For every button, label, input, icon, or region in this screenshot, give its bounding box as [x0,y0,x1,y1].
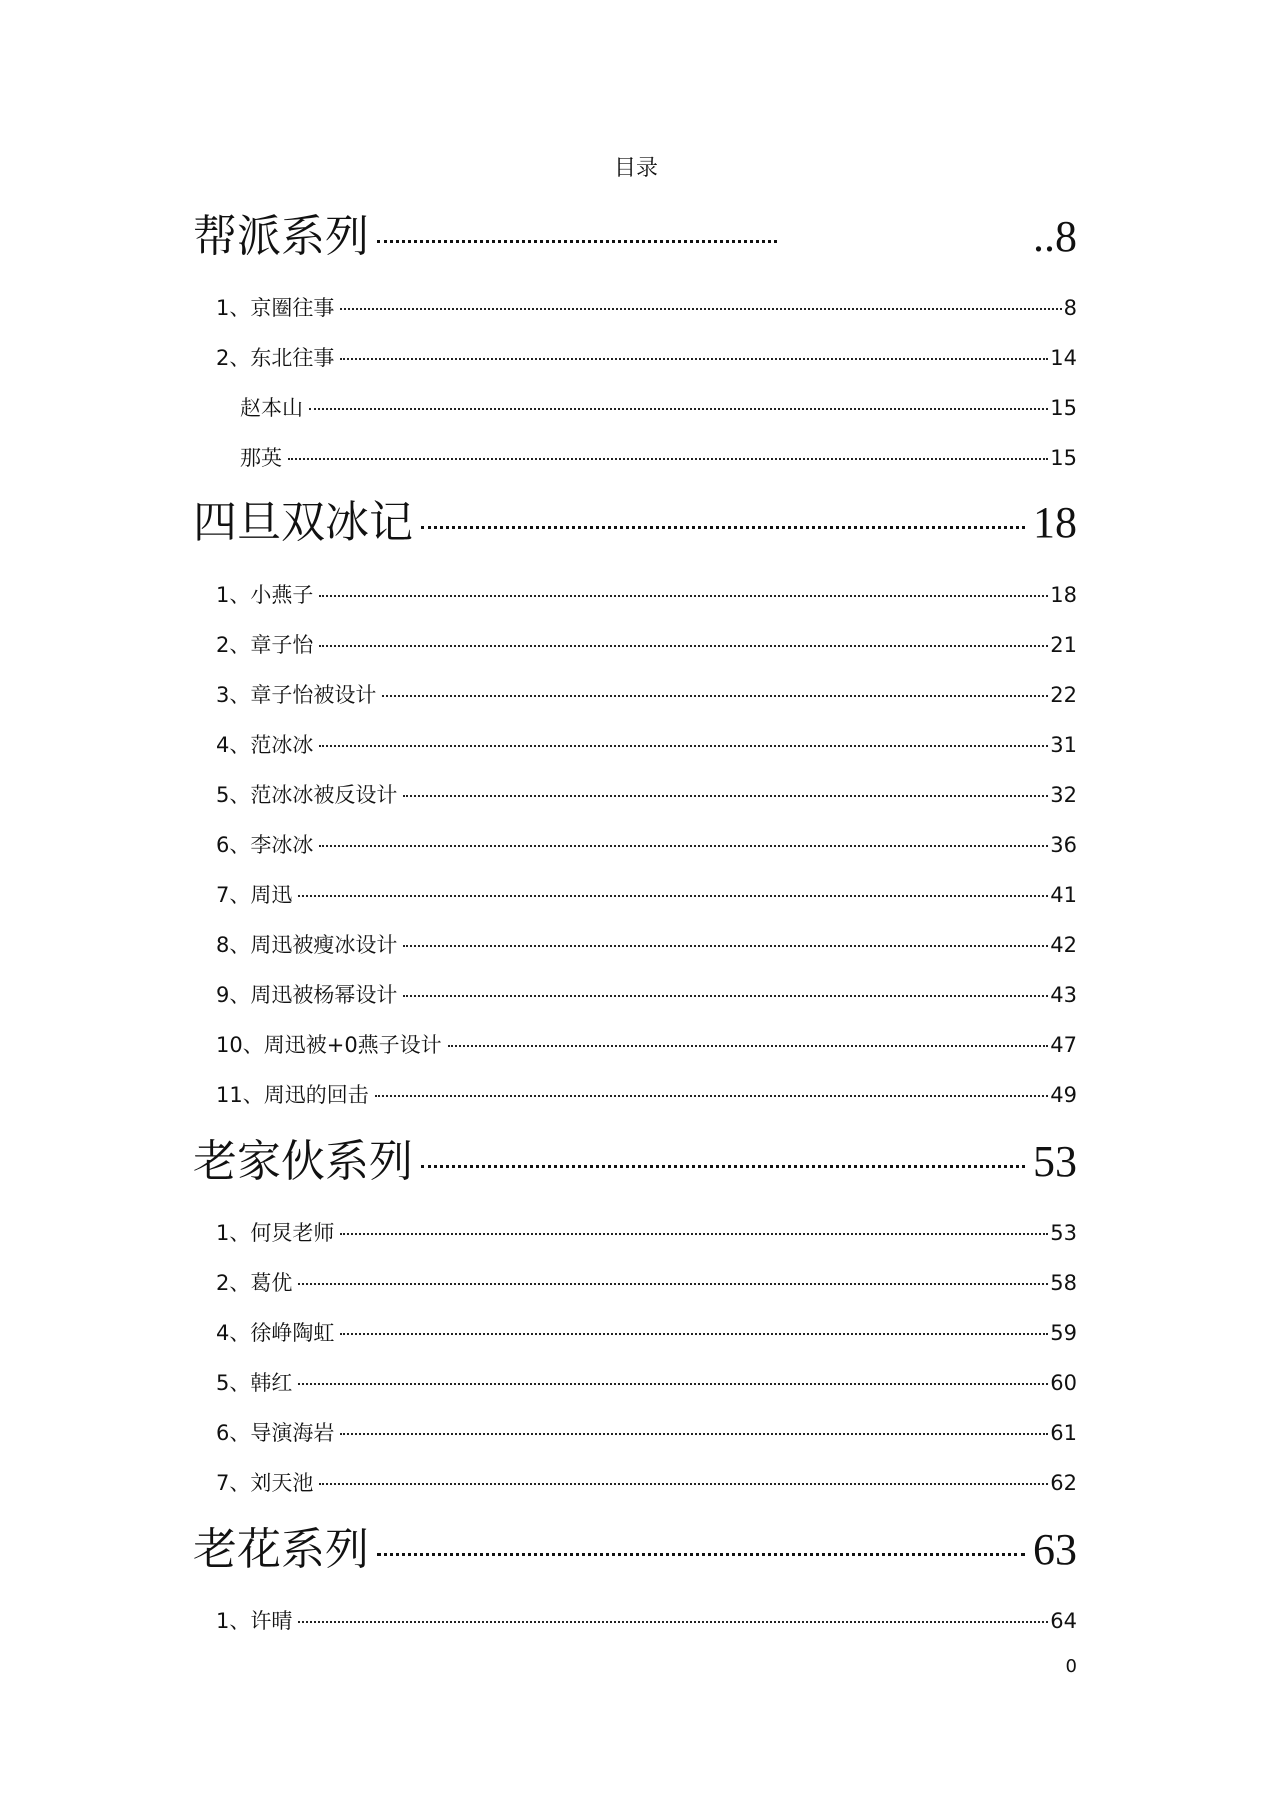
toc-page-number: 63 [1033,1525,1077,1574]
toc-entry-label: 1、小燕子 [216,583,314,607]
toc-entry-label: 7、周迅 [216,883,293,907]
toc-entry-label: 6、李冰冰 [216,833,314,857]
toc-page-number: 59 [1050,1321,1077,1345]
toc-page-number: 61 [1050,1421,1077,1445]
toc-entry-label: 5、范冰冰被反设计 [216,783,398,807]
toc-entry[interactable] [216,1268,1077,1298]
toc-entry-label: 4、范冰冰 [216,733,314,757]
toc-entry-label: 1、何炅老师 [216,1221,335,1245]
toc-entry-label: 1、许晴 [216,1609,293,1633]
toc-entry[interactable] [216,1318,1077,1348]
toc-entry-label: 9、周迅被杨幂设计 [216,983,398,1007]
toc-page-number: ..8 [1033,212,1077,261]
toc-entry-label: 11、周迅的回击 [216,1083,369,1107]
toc-entry-label: 5、韩红 [216,1371,293,1395]
toc-page-number: 47 [1050,1033,1077,1057]
toc-page-number: 53 [1050,1221,1077,1245]
toc-entry-label: 1、京圈往事 [216,296,335,320]
toc-page-number: 15 [1050,446,1077,470]
toc-entry[interactable] [216,880,1077,910]
toc-page-number: 60 [1050,1371,1077,1395]
dot-leader [377,240,777,243]
toc-page-number: 43 [1050,983,1077,1007]
dot-leader [421,1165,1025,1168]
dot-leader [319,595,1048,597]
toc-entry[interactable] [216,780,1077,810]
toc-entry[interactable] [216,830,1077,860]
toc-entry-label: 10、周迅被+0燕子设计 [216,1033,442,1057]
dot-leader [298,1621,1048,1623]
toc-entry[interactable] [216,1030,1077,1060]
toc-entry-label: 8、周迅被瘦冰设计 [216,933,398,957]
dot-leader [448,1045,1049,1047]
toc-page-number: 53 [1033,1137,1077,1186]
dot-leader [403,995,1048,997]
toc-entry[interactable] [216,580,1077,610]
dot-leader [382,695,1048,697]
toc-entry-label: 那英 [240,446,282,470]
toc-entry[interactable] [216,1606,1077,1636]
toc-section-entry[interactable] [193,1130,1077,1194]
toc-page-number: 8 [1063,296,1077,320]
dot-leader [375,1095,1049,1097]
toc-entry[interactable] [216,1218,1077,1248]
dot-leader [309,408,1048,410]
toc-entry[interactable] [216,730,1077,760]
toc-section-label: 老花系列 [193,1524,369,1575]
dot-leader [288,458,1048,460]
toc-page-number: 62 [1050,1471,1077,1495]
toc-entry[interactable] [216,1368,1077,1398]
toc-page-number: 15 [1050,396,1077,420]
toc-section-entry[interactable] [193,491,1077,555]
toc-section-label: 老家伙系列 [193,1136,413,1187]
toc-sub-entry[interactable] [240,443,1077,473]
dot-leader [403,945,1048,947]
toc-entry[interactable] [216,1080,1077,1110]
toc-entry[interactable] [216,1418,1077,1448]
dot-leader [298,895,1048,897]
toc-page-number: 31 [1050,733,1077,757]
dot-leader [319,1483,1048,1485]
dot-leader [377,1553,1025,1556]
toc-entry[interactable] [216,343,1077,373]
dot-leader [298,1383,1048,1385]
toc-entry-label: 7、刘天池 [216,1471,314,1495]
footer-page-number: 0 [1065,1656,1077,1677]
toc-page-number: 18 [1033,498,1077,547]
toc-entry-label: 2、东北往事 [216,346,335,370]
dot-leader [319,845,1048,847]
toc-page-number: 14 [1050,346,1077,370]
dot-leader [421,526,1025,529]
toc-entry-label: 赵本山 [240,396,303,420]
dot-leader [403,795,1048,797]
toc-page-number: 49 [1050,1083,1077,1107]
toc-section-entry[interactable] [193,205,1077,269]
toc-entry-label: 6、导演海岩 [216,1421,335,1445]
toc-page-number: 42 [1050,933,1077,957]
toc-sub-entry[interactable] [240,393,1077,423]
dot-leader [319,745,1048,747]
toc-entry[interactable] [216,980,1077,1010]
page-title: 目录 [613,156,658,181]
dot-leader [340,1333,1048,1335]
toc-entry[interactable] [216,293,1077,323]
toc-entry-label: 2、葛优 [216,1271,293,1295]
toc-entry-label: 2、章子怡 [216,633,314,657]
toc-section-label: 帮派系列 [193,211,369,262]
toc-page-number: 22 [1050,683,1077,707]
toc-section-label: 四旦双冰记 [193,497,413,548]
toc-page-number: 21 [1050,633,1077,657]
dot-leader [298,1283,1048,1285]
dot-leader [340,1233,1048,1235]
toc-page-number: 18 [1050,583,1077,607]
toc-page-number: 64 [1050,1609,1077,1633]
dot-leader [340,1433,1048,1435]
toc-page-number: 32 [1050,783,1077,807]
dot-leader [319,645,1048,647]
toc-entry-label: 4、徐峥陶虹 [216,1321,335,1345]
dot-leader [340,358,1048,360]
toc-page-number: 58 [1050,1271,1077,1295]
toc-page-number: 36 [1050,833,1077,857]
toc-entry[interactable] [216,930,1077,960]
toc-entry[interactable] [216,1468,1077,1498]
toc-entry[interactable] [216,680,1077,710]
toc-entry[interactable] [216,630,1077,660]
toc-page-number: 41 [1050,883,1077,907]
toc-section-entry[interactable] [193,1518,1077,1582]
dot-leader [340,308,1061,310]
toc-entry-label: 3、章子怡被设计 [216,683,377,707]
